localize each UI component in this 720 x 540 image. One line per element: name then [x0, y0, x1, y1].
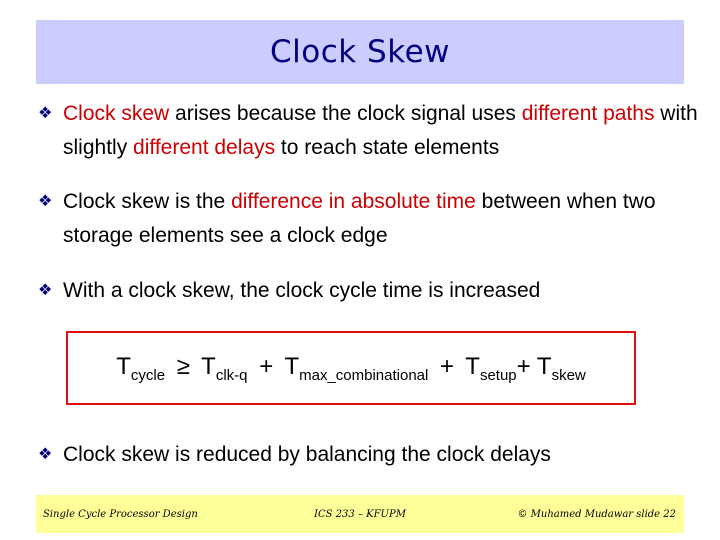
formula-symbol: T	[284, 352, 300, 380]
diamond-bullet-icon: ❖	[38, 282, 53, 299]
footer-author-slide: © Muhamed Mudawar slide 22	[517, 509, 676, 520]
diamond-bullet-icon: ❖	[38, 446, 53, 463]
formula-operator: +	[440, 352, 455, 380]
slide-title: Clock Skew	[269, 34, 451, 70]
bullet-text: Clock skew is reduced by balancing the clock delays	[63, 443, 551, 466]
diamond-bullet-icon: ❖	[38, 105, 53, 122]
bullet-text	[63, 97, 698, 165]
bullet-text: With a clock skew, the clock cycle time is increased	[63, 279, 541, 302]
bullet-text	[63, 185, 698, 253]
diamond-bullet-icon: ❖	[38, 193, 53, 210]
footer	[36, 495, 684, 533]
bullet-2	[38, 185, 698, 253]
plain-text: between when two storage elements see a clock edge	[63, 190, 656, 247]
plain-text: Clock skew is the	[63, 190, 232, 213]
formula-subscript: setup	[479, 366, 517, 384]
formula	[116, 353, 586, 384]
formula-subscript: max_combinational	[299, 366, 429, 384]
formula-subscript: cycle	[130, 366, 166, 384]
title-bar	[36, 20, 684, 84]
bullet-1	[38, 97, 698, 165]
formula-symbol: T	[116, 352, 131, 380]
formula-symbol: T	[536, 352, 552, 380]
formula-operator: +	[516, 352, 531, 380]
plain-text: to reach state elements	[275, 136, 500, 159]
formula-subscript: skew	[551, 366, 586, 384]
highlight-text: difference in absolute time	[231, 190, 476, 213]
footer-course-code: ICS 233 – KFUPM	[314, 509, 406, 520]
plain-text: arises because the clock signal uses	[169, 102, 522, 125]
highlight-text: different delays	[133, 136, 276, 159]
formula-operator: ≥	[176, 352, 190, 380]
formula-symbol: T	[201, 352, 216, 380]
bullet-3	[38, 274, 698, 308]
bullet-4	[38, 438, 698, 472]
footer-course-topic: Single Cycle Processor Design	[43, 509, 198, 520]
formula-operator: +	[259, 352, 274, 380]
plain-text: with slightly	[63, 102, 698, 159]
formula-symbol: T	[465, 352, 480, 380]
formula-box	[66, 331, 636, 405]
highlight-text: different paths	[521, 102, 655, 125]
formula-subscript: clk-q	[215, 366, 248, 384]
highlight-text: Clock skew	[63, 102, 170, 125]
